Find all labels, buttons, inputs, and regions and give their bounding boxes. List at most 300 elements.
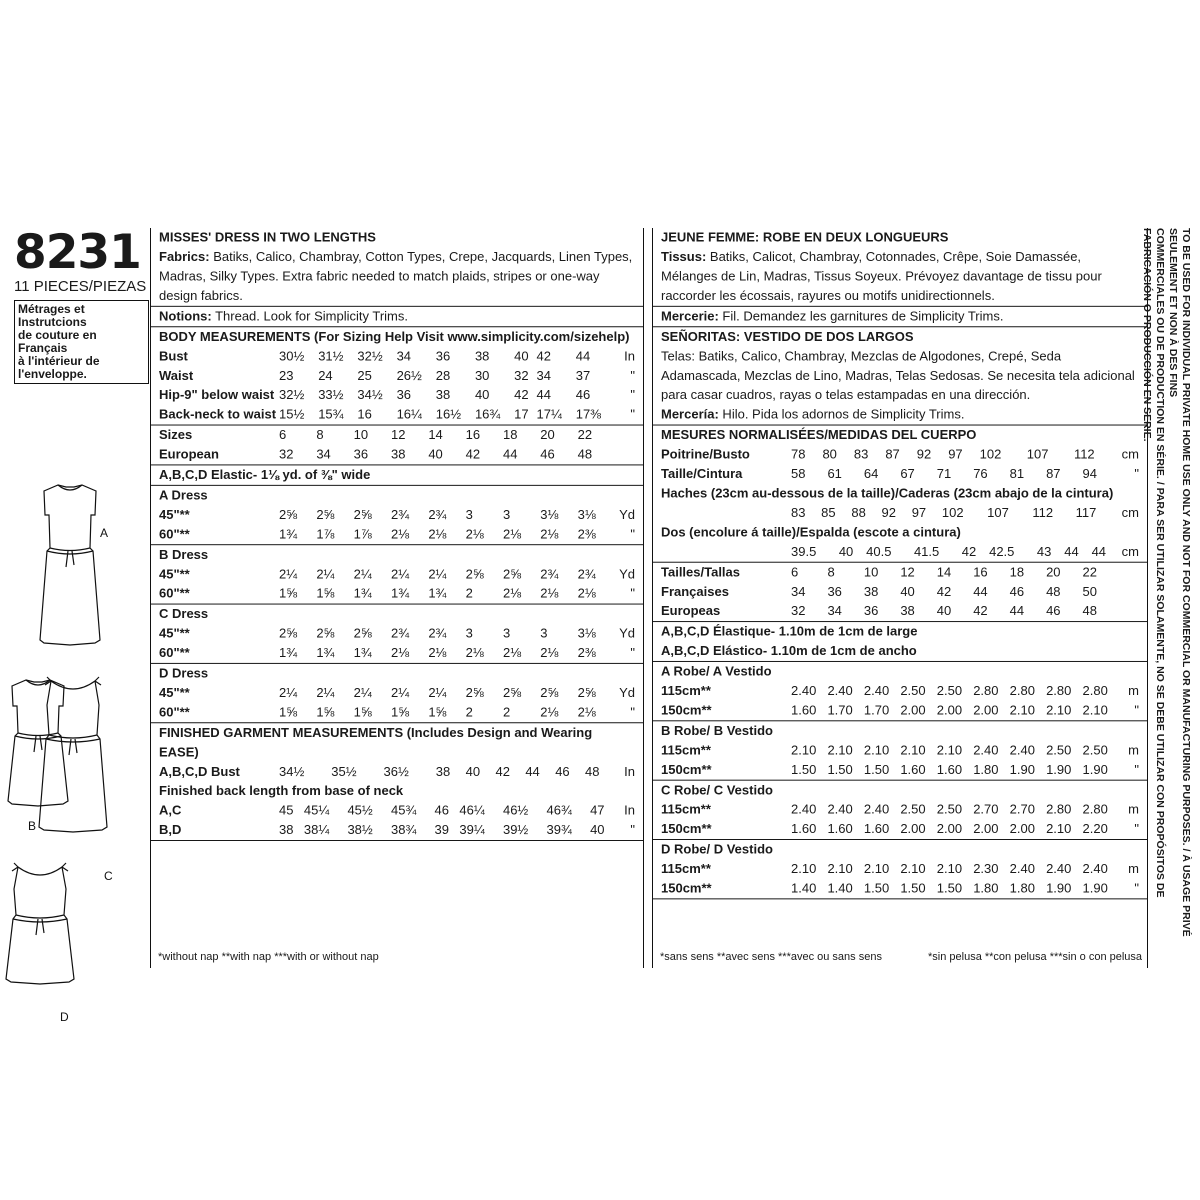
fabrics-text	[159, 247, 635, 305]
size-value: 87	[1046, 466, 1061, 481]
view-label: B	[28, 819, 37, 833]
row-label: 150cm**	[661, 762, 712, 777]
size-value: 2.10	[936, 861, 963, 876]
size-value: 2¾	[390, 507, 410, 522]
robe-yardage-title: C Robe/ C Vestido	[661, 782, 773, 798]
size-value: 42	[936, 584, 952, 599]
size-value: 2¼	[428, 566, 447, 582]
size-value: 16¾	[474, 407, 501, 422]
row-label: 60"**	[159, 586, 190, 601]
measurement-row	[159, 386, 635, 405]
size-value: 2.00	[936, 821, 963, 837]
size-value: 3	[465, 507, 473, 522]
unit-label: In	[624, 803, 635, 818]
size-value: 44	[525, 764, 540, 779]
row-label: European	[159, 446, 219, 462]
telas-text: Telas: Batiks, Calico, Chambray, Mezclas de Algodones, Crepé, Seda Adamascada, Mezclas de Lino, Madras, Telas Sedosas. Se necesita tela adicional para casar cuadros, rayas o telas estampadas en una dirección.	[661, 348, 1135, 403]
measurement-row	[661, 582, 1139, 601]
size-value: 32	[791, 603, 806, 619]
unit-label: Yd	[619, 625, 635, 641]
size-value: 97	[948, 446, 963, 462]
view-a-illustration	[40, 485, 108, 645]
unit-label: m	[1128, 683, 1139, 698]
size-value: 30½	[279, 348, 305, 364]
size-value: 15½	[279, 407, 305, 422]
measurement-row	[661, 760, 1139, 779]
finished-measurements-section	[151, 723, 643, 841]
size-value: 2¼	[279, 685, 298, 700]
size-value: 2⅛	[540, 704, 559, 720]
unit-label: m	[1128, 742, 1139, 758]
view-d-illustration	[6, 863, 74, 1024]
size-value: 48	[1082, 603, 1097, 619]
dress-yardage-table	[159, 565, 635, 604]
size-value: 39.5	[791, 544, 817, 559]
size-value: 3	[502, 625, 511, 641]
size-value: 2.50	[900, 683, 926, 698]
size-value: 39¼	[459, 822, 485, 838]
size-value: 40	[465, 764, 481, 779]
sizes-table	[159, 426, 635, 465]
dress-yardage-section	[151, 664, 643, 723]
robe-yardage-table	[661, 741, 1139, 780]
size-value: 61	[827, 466, 842, 481]
size-value: 1.50	[827, 762, 853, 777]
size-value: 2⅜	[577, 645, 596, 660]
size-value: 2.40	[1009, 742, 1035, 758]
english-column	[150, 228, 644, 968]
size-value: 2.70	[973, 802, 999, 817]
row-label: B,D	[159, 822, 182, 838]
robe-yardage-table	[661, 859, 1139, 898]
unit-label: "	[630, 645, 635, 660]
hanches-title: Haches (23cm au-dessous de la taille)/Caderas (23cm abajo de la cintura)	[661, 485, 1114, 501]
size-value: 18	[1009, 564, 1025, 580]
size-value: 3⅛	[577, 625, 596, 641]
size-value: 34	[791, 584, 806, 599]
unit-label: m	[1128, 802, 1139, 817]
size-value: 1.90	[1046, 762, 1072, 777]
size-value: 1⅞	[353, 526, 372, 542]
size-value: 2.40	[827, 802, 853, 817]
size-value: 2¾	[428, 625, 447, 641]
unit-label	[1119, 582, 1139, 601]
taille-table	[661, 464, 1139, 483]
measurement-row	[159, 505, 635, 524]
measurement-row	[159, 624, 635, 643]
size-value: 107	[1026, 446, 1049, 462]
size-value: 45¾	[390, 803, 417, 818]
yardage-sections	[151, 486, 643, 723]
tissus-label: Tissus:	[661, 249, 707, 264]
size-value: 2¾	[428, 507, 447, 522]
size-value: 2⅛	[428, 526, 447, 542]
size-value: 112	[1073, 446, 1095, 462]
size-value: 16	[973, 564, 988, 580]
size-value: 8	[827, 564, 835, 580]
size-value: 2⅛	[577, 704, 596, 720]
size-value: 2⅝	[540, 685, 559, 700]
size-value: 15¾	[318, 407, 344, 422]
size-value: 83	[791, 505, 806, 520]
size-value: 42	[495, 764, 510, 779]
robe-yardage-section	[653, 721, 1147, 780]
size-value: 45¼	[303, 803, 330, 818]
row-label: Back-neck to waist	[159, 407, 277, 422]
size-value: 2.80	[1082, 802, 1108, 817]
size-value: 117	[1075, 505, 1097, 520]
size-value: 2⅝	[465, 685, 484, 700]
elastic-section	[151, 465, 643, 485]
size-value: 17⅜	[575, 407, 602, 422]
size-value: 2⅝	[316, 507, 335, 522]
notions-label: Notions:	[159, 308, 212, 324]
size-value: 38	[474, 348, 490, 364]
size-value: 92	[916, 446, 932, 462]
robe-yardage-title: A Robe/ A Vestido	[661, 663, 772, 679]
hanches-table	[661, 503, 1139, 522]
measurement-row	[159, 347, 635, 366]
size-value: 2.40	[827, 683, 853, 698]
unit-label: "	[630, 368, 635, 383]
size-value: 1.90	[1082, 880, 1108, 896]
size-value: 87	[885, 446, 900, 462]
size-value: 42	[961, 544, 977, 559]
measurement-row	[159, 821, 635, 840]
french-description-section	[653, 228, 1147, 307]
size-value: 44	[536, 387, 551, 403]
size-value: 48	[585, 764, 600, 779]
size-value: 10	[353, 427, 369, 443]
measurement-row	[661, 445, 1139, 464]
row-label: Taille/Cintura	[661, 466, 743, 481]
size-value: 2.10	[1046, 702, 1072, 718]
merceria-label: Mercería:	[661, 407, 719, 422]
row-label: Françaises	[661, 584, 729, 599]
unit-label: "	[630, 407, 635, 422]
size-value: 31½	[318, 348, 344, 364]
row-label: Waist	[159, 368, 194, 383]
size-value: 1¾	[353, 645, 372, 660]
tailles-section	[653, 563, 1147, 622]
unit-label: "	[630, 526, 635, 542]
elastico-text: A,B,C,D Elástico- 1.10m de 1cm de ancho	[661, 643, 917, 659]
size-value: 1.70	[827, 702, 853, 718]
measurement-row	[159, 801, 635, 820]
row-label	[661, 503, 791, 522]
size-value: 48	[1046, 584, 1061, 599]
size-value: 8	[316, 427, 324, 443]
size-value: 2⅛	[428, 645, 447, 660]
size-value: 43	[1036, 544, 1052, 559]
size-value: 36	[863, 603, 879, 619]
size-value: 34	[396, 348, 412, 364]
size-value: 2	[502, 704, 511, 720]
size-value: 1¾	[428, 586, 447, 601]
size-value: 2⅛	[390, 526, 410, 542]
size-value: 38	[900, 603, 915, 619]
size-value: 39½	[502, 822, 529, 838]
dos-table	[661, 542, 1139, 561]
size-value: 2.50	[1082, 742, 1108, 758]
back-length-title: Finished back length from base of neck	[159, 783, 404, 799]
size-value: 67	[900, 466, 915, 481]
size-value: 46	[1046, 603, 1061, 619]
size-value: 20	[540, 427, 555, 443]
unit-label: In	[624, 348, 635, 364]
french-box-line: Métrages et Instrutcions	[18, 302, 87, 329]
unit-label	[1119, 602, 1139, 621]
english-description-section	[151, 228, 643, 307]
measurement-row	[661, 681, 1139, 700]
usage-line: COMMERCIALES OU DE PRODUCTION EN SÉRIE. / PARA SER UTILIZAR SOLAMENTE, NO SE DEBE UTILIZAR CON PROPÓSITOS DE FABRICACIÓN O PRODUCCIÓN EN SERIE.	[1141, 228, 1166, 898]
unit-label	[1119, 563, 1139, 582]
size-value: 38¼	[303, 822, 330, 838]
robe-yardage-section	[653, 662, 1147, 721]
size-value: 23	[279, 368, 294, 383]
row-label: 45"**	[159, 685, 190, 700]
size-value: 18	[502, 427, 518, 443]
french-box-line: de couture en Français	[18, 328, 97, 355]
spanish-title: SEÑORITAS: VESTIDO DE DOS LARGOS	[661, 329, 914, 344]
measurement-row	[159, 366, 635, 385]
size-value: 32½	[279, 387, 305, 403]
mercerie-text	[661, 307, 1139, 326]
size-value: 40	[514, 348, 529, 364]
merceria-list: Hilo. Pida los adornos de Simplicity Trims.	[718, 407, 965, 422]
size-value: 2.70	[1009, 802, 1035, 817]
size-value: 1⅞	[316, 526, 335, 542]
size-value: 46	[434, 803, 449, 818]
size-value: 33½	[318, 387, 344, 403]
size-value: 16	[357, 407, 372, 422]
column-content	[151, 228, 643, 841]
size-value: 26½	[396, 368, 422, 383]
notions-section	[151, 307, 643, 327]
row-label: Bust	[159, 348, 188, 364]
size-value: 20	[1046, 564, 1061, 580]
size-value: 81	[1009, 466, 1025, 481]
size-value: 2⅝	[502, 566, 522, 582]
measurement-row	[159, 762, 635, 781]
size-value: 34	[827, 603, 842, 619]
row-label: A,C	[159, 803, 182, 818]
size-value: 102	[979, 446, 1002, 462]
unit-label: "	[630, 586, 635, 601]
size-value: 2	[465, 704, 473, 720]
mercerie-section	[653, 307, 1147, 327]
size-value: 2.10	[791, 742, 817, 758]
size-value: 2.40	[791, 802, 817, 817]
dress-yardage-title: D Dress	[159, 665, 209, 681]
size-value: 1¾	[316, 645, 335, 660]
unit-label: "	[630, 822, 635, 838]
size-value: 64	[863, 466, 879, 481]
size-value: 1.90	[1009, 762, 1035, 777]
size-value: 1⅝	[279, 586, 298, 601]
size-value: 2.40	[973, 742, 999, 758]
size-value: 1¾	[279, 526, 298, 542]
size-value: 2⅝	[279, 507, 298, 522]
unit-label	[615, 426, 635, 445]
size-value: 1.60	[936, 762, 963, 777]
finished-bust-table	[159, 762, 635, 781]
size-value: 2.80	[973, 683, 999, 698]
unit-label: Yd	[619, 685, 635, 700]
size-value: 41.5	[913, 544, 940, 559]
tissus-text	[661, 247, 1139, 305]
size-value: 92	[881, 505, 896, 520]
size-value: 1.50	[863, 762, 890, 777]
size-value: 50	[1082, 584, 1097, 599]
row-label: Sizes	[159, 427, 193, 443]
size-value: 44	[973, 584, 988, 599]
dress-yardage-section	[151, 486, 643, 545]
size-value: 42	[465, 446, 481, 462]
size-value: 112	[1032, 505, 1054, 520]
size-value: 45½	[347, 803, 373, 818]
size-value: 1⅝	[428, 704, 447, 720]
french-footnote: *sans sens **avec sens ***avec ou sans sens	[660, 951, 882, 963]
size-value: 2.00	[973, 702, 999, 718]
french-title: JEUNE FEMME: ROBE EN DEUX LONGUEURS	[661, 229, 949, 245]
size-value: 40	[900, 584, 915, 599]
usage-line: TO BE USED FOR INDIVIDUAL PRIVATE HOME USE ONLY AND NOT FOR COMMERCIAL OR MANUFACTURING PURPOSES. / À USAGE PRIVÉ SEULEMENT ET NON À DES FINS	[1167, 228, 1192, 937]
size-value: 37	[575, 368, 591, 383]
size-value: 2¼	[316, 685, 335, 700]
elastic-text: A,B,C,D Elastic- 1⅛ yd. of ⅜" wide	[159, 467, 371, 482]
finished-measurements-title: FINISHED GARMENT MEASUREMENTS (Includes Design and Wearing EASE)	[159, 725, 593, 760]
size-value: 16½	[435, 407, 462, 422]
dress-yardage-title: C Dress	[159, 606, 209, 622]
size-value: 2.40	[863, 683, 890, 698]
size-value: 97	[911, 505, 927, 520]
size-value: 2¼	[428, 685, 447, 700]
size-value: 2.10	[936, 742, 963, 758]
size-value: 40.5	[866, 544, 892, 559]
poitrine-table	[661, 445, 1139, 464]
measurement-row	[159, 703, 635, 722]
row-label: 60"**	[159, 526, 190, 542]
size-value: 2.00	[1009, 821, 1035, 837]
usage-restriction-text	[1141, 228, 1192, 968]
size-value: 3⅛	[540, 507, 559, 522]
size-value: 2.10	[863, 742, 890, 758]
row-label: 60"**	[159, 645, 190, 660]
size-value: 2⅝	[316, 625, 335, 641]
robe-yardage-table	[661, 681, 1139, 720]
measurement-row	[661, 859, 1139, 878]
size-value: 10	[863, 564, 879, 580]
english-footnote: *without nap **with nap ***with or without nap	[158, 951, 379, 963]
size-value: 42	[514, 387, 529, 403]
size-value: 44	[575, 348, 591, 364]
size-value: 2.40	[1046, 861, 1072, 876]
merceria-text	[661, 405, 1139, 424]
notions-text	[159, 307, 635, 326]
measurement-row	[159, 643, 635, 662]
size-value: 24	[318, 368, 333, 383]
size-value: 2.40	[1082, 861, 1108, 876]
dress-yardage-section	[151, 605, 643, 664]
unit-label: Yd	[619, 566, 635, 582]
size-value: 71	[936, 466, 952, 481]
size-value: 1.40	[791, 880, 817, 896]
size-value: 3	[465, 625, 473, 641]
size-value: 1¾	[353, 586, 372, 601]
spanish-description-section	[653, 327, 1147, 425]
size-value: 1.60	[827, 821, 853, 837]
size-value: 2.00	[900, 702, 926, 718]
size-value: 34½	[357, 387, 383, 403]
row-label	[661, 542, 791, 561]
size-value: 1.90	[1082, 762, 1108, 777]
measurement-row	[661, 701, 1139, 720]
size-value: 2⅛	[502, 526, 522, 542]
size-value: 2⅝	[502, 685, 522, 700]
size-value: 22	[577, 427, 593, 443]
view-label: A	[100, 526, 109, 540]
size-value: 1⅝	[353, 704, 372, 720]
robe-yardage-section	[653, 840, 1147, 899]
size-value: 2⅛	[502, 645, 522, 660]
size-value: 3⅛	[577, 507, 596, 522]
size-value: 2¾	[390, 625, 410, 641]
english-title: MISSES' DRESS IN TWO LENGTHS	[159, 229, 376, 245]
pattern-number: 8231	[14, 225, 141, 280]
column-content	[653, 228, 1147, 899]
size-value: 80	[822, 446, 837, 462]
dress-yardage-title: A Dress	[159, 487, 208, 503]
size-value: 2.10	[863, 861, 890, 876]
tailles-table	[661, 563, 1139, 621]
size-value: 2⅝	[577, 685, 596, 700]
unit-label: In	[624, 764, 635, 779]
size-value: 38	[435, 764, 451, 779]
size-value: 2.40	[863, 802, 890, 817]
size-value: 36	[353, 446, 369, 462]
measurement-row	[159, 683, 635, 702]
size-value: 2⅛	[577, 586, 596, 601]
size-value: 2¼	[353, 685, 372, 700]
size-value: 48	[577, 446, 593, 462]
pieces-count: 11 PIECES/PIEZAS	[14, 278, 147, 295]
size-value: 1.50	[863, 880, 890, 896]
size-value: 14	[936, 564, 952, 580]
size-value: 2.10	[900, 861, 926, 876]
measurement-row	[661, 542, 1139, 561]
size-value: 2¼	[390, 566, 410, 582]
size-value: 2	[465, 586, 473, 601]
dress-view-illustrations	[0, 485, 140, 1024]
size-value: 36	[435, 348, 451, 364]
size-value: 2⅛	[540, 526, 559, 542]
row-label: Tailles/Tallas	[661, 564, 741, 580]
unit-label: "	[1134, 821, 1139, 837]
dress-yardage-table	[159, 624, 635, 663]
size-value: 2.50	[936, 802, 963, 817]
size-value: 1.40	[827, 880, 853, 896]
size-value: 46½	[502, 803, 529, 818]
robe-yardage-table	[661, 800, 1139, 839]
unit-label: "	[1134, 880, 1139, 896]
measurement-row	[159, 525, 635, 544]
view-b-illustration	[8, 680, 68, 833]
size-value: 2.10	[1082, 702, 1108, 718]
french-box-line: l'enveloppe.	[18, 367, 87, 381]
unit-label: m	[1128, 861, 1139, 876]
size-value: 1.60	[900, 762, 926, 777]
